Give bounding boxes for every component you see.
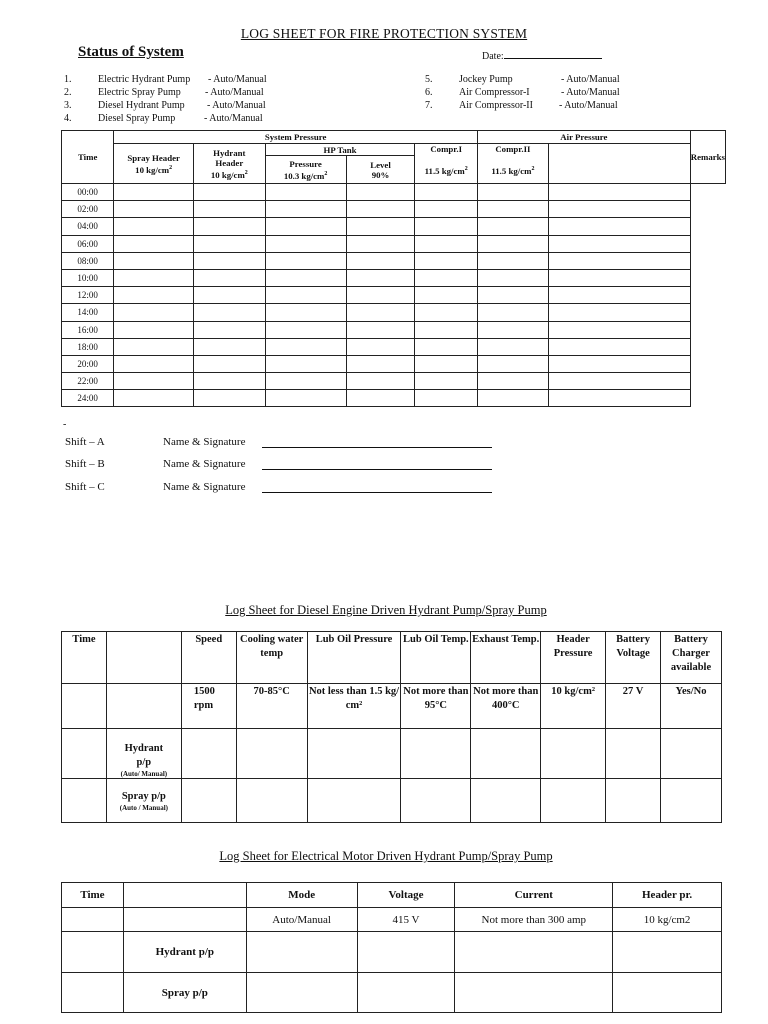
log-entry-cell[interactable] xyxy=(548,252,690,269)
log-row xyxy=(62,287,726,304)
diesel-speed-header: Speed xyxy=(181,632,236,684)
spec-battery: 27 V xyxy=(606,684,661,729)
electric-spec-blank xyxy=(123,908,246,932)
electric-time-header: Time xyxy=(62,883,124,908)
cell[interactable] xyxy=(455,932,613,973)
log-entry-cell[interactable] xyxy=(193,321,265,338)
equipment-num: 6. xyxy=(425,87,433,98)
level-header xyxy=(346,156,415,184)
log-time-cell: 06:00 xyxy=(62,235,114,252)
cell[interactable] xyxy=(661,779,722,823)
log-row xyxy=(62,304,726,321)
spec-current: Not more than 300 amp xyxy=(455,908,613,932)
unit-sup: 2 xyxy=(531,166,535,172)
diesel-cooling-header: Cooling water temp xyxy=(236,632,307,684)
equipment-mode: - Auto/Manual xyxy=(205,87,264,98)
log-entry-cell[interactable] xyxy=(415,269,477,286)
log-entry-cell[interactable] xyxy=(346,287,415,304)
cell[interactable] xyxy=(246,932,357,973)
diesel-header-pressure-header: Header Pressure xyxy=(541,632,606,684)
spray-header-col xyxy=(114,144,194,184)
log-entry-cell[interactable] xyxy=(477,304,548,321)
diesel-hydrant-row-label xyxy=(106,729,181,779)
log-entry-cell[interactable] xyxy=(265,235,346,252)
log-entry-cell[interactable] xyxy=(193,355,265,372)
equipment-name: Air Compressor-I xyxy=(459,87,530,98)
equipment-item xyxy=(425,100,725,112)
log-entry-cell[interactable] xyxy=(346,201,415,218)
cell[interactable] xyxy=(307,779,401,823)
log-row xyxy=(62,269,726,286)
equipment-name: Air Compressor-II xyxy=(459,100,533,111)
compr1-header xyxy=(415,144,477,184)
log-entry-cell[interactable] xyxy=(477,338,548,355)
cell[interactable] xyxy=(541,729,606,779)
cell[interactable] xyxy=(246,973,357,1013)
electric-header-pr-header: Header pr. xyxy=(613,883,722,908)
log-entry-cell[interactable] xyxy=(193,287,265,304)
diesel-log-heading: Log Sheet for Diesel Engine Driven Hydrant Pump/Spray Pump xyxy=(225,603,547,617)
log-row xyxy=(62,390,726,407)
diesel-exhaust-header: Exhaust Temp. xyxy=(471,632,541,684)
log-entry-cell[interactable] xyxy=(415,338,477,355)
spec-charger: Yes/No xyxy=(661,684,722,729)
electric-spray-time[interactable] xyxy=(62,973,124,1013)
page-title: LOG SHEET FOR FIRE PROTECTION SYSTEM xyxy=(240,26,528,41)
diesel-spray-time[interactable] xyxy=(62,779,107,823)
log-entry-cell[interactable] xyxy=(548,269,690,286)
log-entry-cell[interactable] xyxy=(346,338,415,355)
spec-voltage: 415 V xyxy=(357,908,455,932)
hydrant-header-label-1: Hydrant xyxy=(213,147,246,158)
row-label: Spray p/p xyxy=(121,791,166,802)
log-entry-cell[interactable] xyxy=(193,390,265,407)
log-entry-cell[interactable] xyxy=(114,235,194,252)
hp-tank-header: HP Tank xyxy=(265,144,415,156)
electric-current-header: Current xyxy=(455,883,613,908)
log-entry-cell[interactable] xyxy=(346,184,415,201)
electric-mode-header: Mode xyxy=(246,883,357,908)
log-entry-cell[interactable] xyxy=(193,269,265,286)
shift-label: Shift – B xyxy=(65,458,105,470)
spray-header-value: 10 kg/cm xyxy=(135,164,170,175)
compr2-header xyxy=(477,144,548,184)
log-entry-cell[interactable] xyxy=(193,373,265,390)
cell[interactable] xyxy=(401,729,471,779)
cell[interactable] xyxy=(613,973,722,1013)
diesel-luboil-pressure-header: Lub Oil Pressure xyxy=(307,632,401,684)
hydrant-header-label-2: Header xyxy=(215,157,244,168)
log-entry-cell[interactable] xyxy=(415,287,477,304)
log-entry-cell[interactable] xyxy=(114,321,194,338)
log-time-cell: 00:00 xyxy=(62,184,114,201)
equipment-name: Diesel Spray Pump xyxy=(98,113,176,124)
log-entry-cell[interactable] xyxy=(265,304,346,321)
cell[interactable] xyxy=(307,729,401,779)
log-entry-cell[interactable] xyxy=(477,269,548,286)
cell[interactable] xyxy=(613,932,722,973)
name-signature-label: Name & Signature xyxy=(163,436,246,448)
cell[interactable] xyxy=(357,973,455,1013)
compr1-label: Compr.I xyxy=(430,144,463,154)
cell[interactable] xyxy=(236,729,307,779)
cell[interactable] xyxy=(661,729,722,779)
electric-hydrant-time[interactable] xyxy=(62,932,124,973)
row-label: Hydrant p/p xyxy=(124,743,164,768)
level-label: Level xyxy=(370,159,391,170)
spec-header-pr: 10 kg/cm2 xyxy=(613,908,722,932)
log-entry-cell[interactable] xyxy=(265,184,346,201)
equipment-num: 3. xyxy=(64,100,72,111)
log-entry-cell[interactable] xyxy=(477,287,548,304)
log-entry-cell[interactable] xyxy=(477,355,548,372)
shift-row xyxy=(65,436,495,450)
diesel-log-table xyxy=(61,631,722,823)
shift-label: Shift – C xyxy=(65,481,105,493)
electric-blank-header xyxy=(123,883,246,908)
log-entry-cell[interactable] xyxy=(415,355,477,372)
log-entry-cell[interactable] xyxy=(193,201,265,218)
shift-row xyxy=(65,458,495,472)
log-entry-cell[interactable] xyxy=(114,390,194,407)
air-pressure-header: Air Pressure xyxy=(477,131,690,144)
log-time-cell: 08:00 xyxy=(62,252,114,269)
log-entry-cell[interactable] xyxy=(415,218,477,235)
log-entry-cell[interactable] xyxy=(415,252,477,269)
log-time-cell: 04:00 xyxy=(62,218,114,235)
pressure-header xyxy=(265,156,346,184)
log-entry-cell[interactable] xyxy=(548,304,690,321)
log-entry-cell[interactable] xyxy=(477,373,548,390)
equipment-item xyxy=(64,113,364,125)
diesel-blank-header xyxy=(106,632,181,684)
log-entry-cell[interactable] xyxy=(548,184,690,201)
log-entry-cell[interactable] xyxy=(548,321,690,338)
log-entry-cell[interactable] xyxy=(265,269,346,286)
log-entry-cell[interactable] xyxy=(114,304,194,321)
date-line[interactable] xyxy=(504,48,602,59)
electric-log-table xyxy=(61,882,722,1013)
log-entry-cell[interactable] xyxy=(265,252,346,269)
log-entry-cell[interactable] xyxy=(415,373,477,390)
spec-luboil-pressure: Not less than 1.5 kg/ cm² xyxy=(307,684,401,729)
diesel-battery-charger-header: Battery Charger available xyxy=(661,632,722,684)
log-entry-cell[interactable] xyxy=(265,321,346,338)
log-row xyxy=(62,338,726,355)
log-time-cell: 20:00 xyxy=(62,355,114,372)
compr2-label: Compr.II xyxy=(495,144,531,154)
log-row xyxy=(62,235,726,252)
diesel-battery-voltage-header: Battery Voltage xyxy=(606,632,661,684)
spec-exhaust: Not more than 400°C xyxy=(471,684,541,729)
equipment-num: 2. xyxy=(64,87,72,98)
equipment-item xyxy=(425,87,725,99)
log-entry-cell[interactable] xyxy=(193,218,265,235)
equipment-item xyxy=(64,74,364,86)
cell[interactable] xyxy=(606,779,661,823)
cell[interactable] xyxy=(455,973,613,1013)
log-entry-cell[interactable] xyxy=(114,269,194,286)
unit-sup: 2 xyxy=(169,164,173,171)
spec-cooling: 70-85°C xyxy=(236,684,307,729)
compr1-value: 11.5 kg/cm xyxy=(424,165,465,176)
log-entry-cell[interactable] xyxy=(346,355,415,372)
log-entry-cell[interactable] xyxy=(114,201,194,218)
log-entry-cell[interactable] xyxy=(477,218,548,235)
log-entry-cell[interactable] xyxy=(548,218,690,235)
log-entry-cell[interactable] xyxy=(346,252,415,269)
dash-mark: - xyxy=(63,419,67,430)
log-row xyxy=(62,201,726,218)
date-label: Date: xyxy=(482,51,504,62)
log-row xyxy=(62,184,726,201)
log-time-cell: 02:00 xyxy=(62,201,114,218)
spec-header-pressure: 10 kg/cm² xyxy=(541,684,606,729)
signature-line[interactable] xyxy=(262,481,492,493)
time-header: Time xyxy=(62,131,114,184)
diesel-time-header: Time xyxy=(62,632,107,684)
equipment-item xyxy=(64,100,364,112)
log-entry-cell[interactable] xyxy=(415,201,477,218)
pressure-value: 10.3 kg/cm xyxy=(283,170,325,181)
signature-line[interactable] xyxy=(262,458,492,470)
log-entry-cell[interactable] xyxy=(114,184,194,201)
diesel-spec-blank xyxy=(106,684,181,729)
equipment-num: 5. xyxy=(425,74,433,85)
log-entry-cell[interactable] xyxy=(477,252,548,269)
cell[interactable] xyxy=(181,779,236,823)
log-entry-cell[interactable] xyxy=(477,390,548,407)
log-row xyxy=(62,321,726,338)
log-row xyxy=(62,373,726,390)
log-row xyxy=(62,218,726,235)
pressure-label: Pressure xyxy=(289,158,322,169)
cell[interactable] xyxy=(181,729,236,779)
log-entry-cell[interactable] xyxy=(346,373,415,390)
log-entry-cell[interactable] xyxy=(346,321,415,338)
shift-row xyxy=(65,481,495,495)
log-entry-cell[interactable] xyxy=(114,287,194,304)
equipment-num: 7. xyxy=(425,100,433,111)
log-entry-cell[interactable] xyxy=(415,390,477,407)
hydrant-header-value: 10 kg/cm xyxy=(210,169,245,180)
log-time-cell: 16:00 xyxy=(62,321,114,338)
shift-label: Shift – A xyxy=(65,436,105,448)
equipment-mode: - Auto/Manual xyxy=(204,113,263,124)
remarks-header: Remarks xyxy=(690,131,725,184)
log-entry-cell[interactable] xyxy=(477,321,548,338)
log-entry-cell[interactable] xyxy=(477,235,548,252)
log-entry-cell[interactable] xyxy=(265,355,346,372)
electric-log-heading: Log Sheet for Electrical Motor Driven Hydrant Pump/Spray Pump xyxy=(219,849,553,863)
log-entry-cell[interactable] xyxy=(548,338,690,355)
log-entry-cell[interactable] xyxy=(548,355,690,372)
log-entry-cell[interactable] xyxy=(265,373,346,390)
diesel-luboil-temp-header: Lub Oil Temp. xyxy=(401,632,471,684)
name-signature-label: Name & Signature xyxy=(163,458,246,470)
cell[interactable] xyxy=(236,779,307,823)
log-entry-cell[interactable] xyxy=(193,252,265,269)
equipment-mode: - Auto/Manual xyxy=(561,87,620,98)
log-entry-cell[interactable] xyxy=(265,201,346,218)
electric-hydrant-row-label: Hydrant p/p xyxy=(123,932,246,973)
log-entry-cell[interactable] xyxy=(193,304,265,321)
log-entry-cell[interactable] xyxy=(548,235,690,252)
cell[interactable] xyxy=(357,932,455,973)
log-time-cell: 10:00 xyxy=(62,269,114,286)
equipment-mode: - Auto/Manual xyxy=(559,100,618,111)
cell[interactable] xyxy=(471,779,541,823)
log-entry-cell[interactable] xyxy=(265,390,346,407)
log-time-cell: 24:00 xyxy=(62,390,114,407)
log-entry-cell[interactable] xyxy=(265,218,346,235)
level-value: 90% xyxy=(371,169,390,180)
equipment-list-left xyxy=(64,74,364,126)
equipment-mode: - Auto/Manual xyxy=(207,100,266,111)
log-entry-cell[interactable] xyxy=(114,355,194,372)
log-entry-cell[interactable] xyxy=(193,338,265,355)
log-entry-cell[interactable] xyxy=(193,184,265,201)
log-time-cell: 14:00 xyxy=(62,304,114,321)
log-entry-cell[interactable] xyxy=(265,287,346,304)
log-time-cell: 12:00 xyxy=(62,287,114,304)
log-entry-cell[interactable] xyxy=(415,304,477,321)
log-entry-cell[interactable] xyxy=(346,218,415,235)
log-entry-cell[interactable] xyxy=(265,338,346,355)
spec-luboil-temp: Not more than 95°C xyxy=(401,684,471,729)
log-entry-cell[interactable] xyxy=(346,269,415,286)
equipment-list-right xyxy=(425,74,725,114)
log-entry-cell[interactable] xyxy=(193,235,265,252)
diesel-spray-row-label xyxy=(106,779,181,823)
name-signature-label: Name & Signature xyxy=(163,481,246,493)
log-entry-cell[interactable] xyxy=(477,201,548,218)
cell[interactable] xyxy=(471,729,541,779)
equipment-mode: - Auto/Manual xyxy=(561,74,620,85)
spray-header-label: Spray Header xyxy=(127,152,180,163)
spec-mode: Auto/Manual xyxy=(246,908,357,932)
log-entry-cell[interactable] xyxy=(114,252,194,269)
log-entry-cell[interactable] xyxy=(415,184,477,201)
hydrant-header-col xyxy=(193,144,265,184)
log-entry-cell[interactable] xyxy=(114,218,194,235)
log-time-cell: 18:00 xyxy=(62,338,114,355)
spec-speed: 1500 rpm xyxy=(181,684,236,729)
log-time-cell: 22:00 xyxy=(62,373,114,390)
cell[interactable] xyxy=(401,779,471,823)
signature-line[interactable] xyxy=(262,436,492,448)
equipment-item xyxy=(64,87,364,99)
log-entry-cell[interactable] xyxy=(346,304,415,321)
log-entry-cell[interactable] xyxy=(548,201,690,218)
equipment-item xyxy=(425,74,725,86)
equipment-name: Jockey Pump xyxy=(459,74,513,85)
date-field[interactable] xyxy=(482,48,602,62)
compr2-value: 11.5 kg/cm xyxy=(491,165,532,176)
equipment-name: Diesel Hydrant Pump xyxy=(98,100,185,111)
log-entry-cell[interactable] xyxy=(346,390,415,407)
cell[interactable] xyxy=(606,729,661,779)
log-entry-cell[interactable] xyxy=(548,390,690,407)
equipment-num: 4. xyxy=(64,113,72,124)
row-sub-label: (Auto/ Manual) xyxy=(120,770,168,778)
status-heading: Status of System xyxy=(78,44,184,60)
log-entry-cell[interactable] xyxy=(415,235,477,252)
unit-sup: 2 xyxy=(464,166,468,172)
diesel-spec-time xyxy=(62,684,107,729)
equipment-num: 1. xyxy=(64,74,72,85)
log-row xyxy=(62,355,726,372)
electric-spray-row-label: Spray p/p xyxy=(123,973,246,1013)
row-sub-label: (Auto / Manual) xyxy=(119,804,168,812)
log-entry-cell[interactable] xyxy=(477,184,548,201)
log-entry-cell[interactable] xyxy=(415,321,477,338)
cell[interactable] xyxy=(541,779,606,823)
electric-spec-time xyxy=(62,908,124,932)
log-row xyxy=(62,252,726,269)
unit-sup: 2 xyxy=(244,169,248,176)
diesel-hydrant-time[interactable] xyxy=(62,729,107,779)
equipment-name: Electric Hydrant Pump xyxy=(98,74,191,85)
log-entry-cell[interactable] xyxy=(114,373,194,390)
system-log-table xyxy=(61,130,726,407)
log-entry-cell[interactable] xyxy=(548,287,690,304)
log-entry-cell[interactable] xyxy=(346,235,415,252)
unit-sup: 2 xyxy=(324,170,328,177)
log-entry-cell[interactable] xyxy=(114,338,194,355)
equipment-name: Electric Spray Pump xyxy=(98,87,181,98)
log-entry-cell[interactable] xyxy=(548,373,690,390)
system-pressure-header: System Pressure xyxy=(114,131,478,144)
equipment-mode: - Auto/Manual xyxy=(208,74,267,85)
electric-voltage-header: Voltage xyxy=(357,883,455,908)
